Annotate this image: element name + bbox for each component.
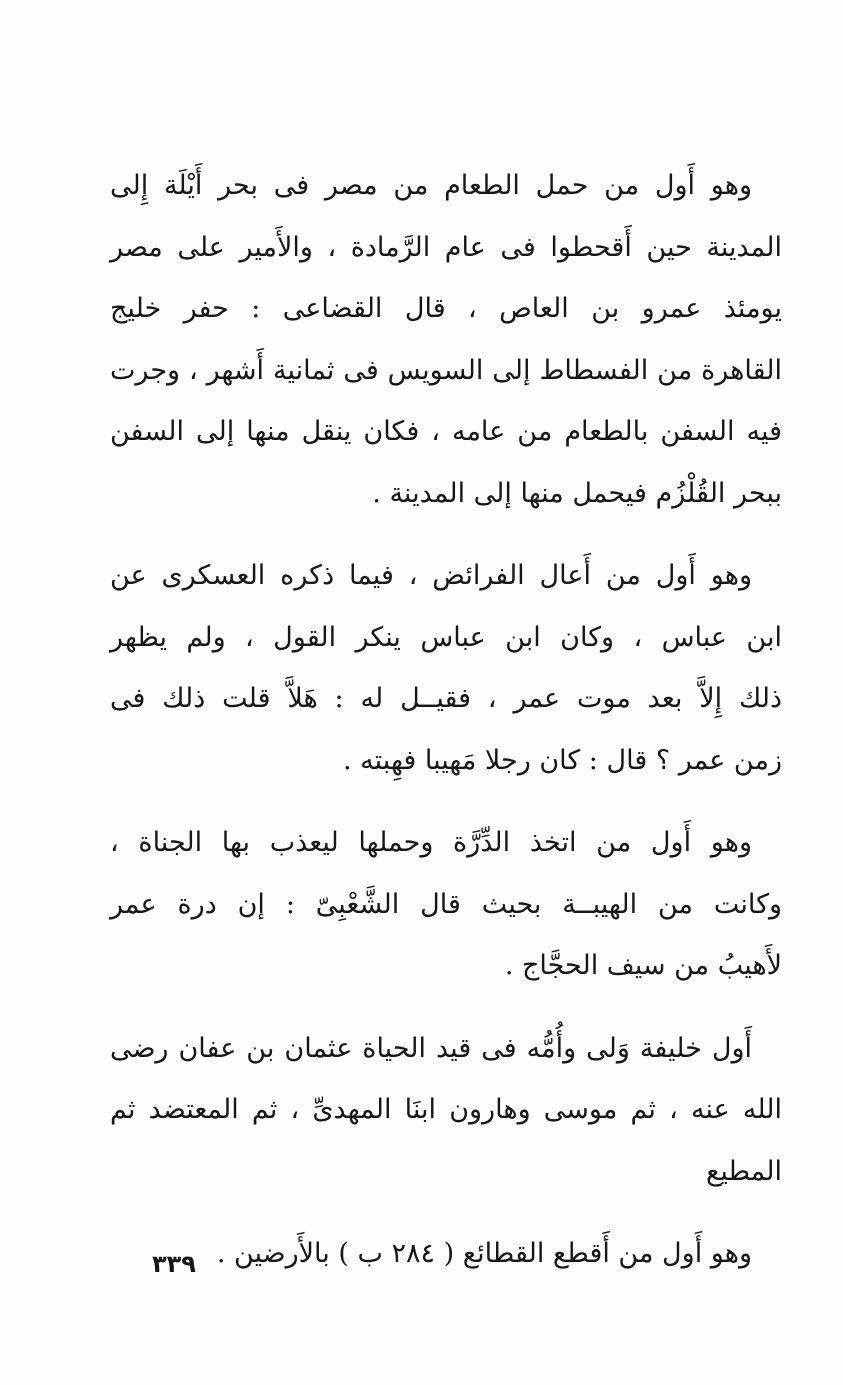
text-line: ذلك إِلاَّ بعد موت عمر ، فقيــل له : هَلاَّ قلت ذلك فى <box>110 683 782 714</box>
paragraph-2 <box>110 545 782 791</box>
text-line: الله عنه ، ثم موسى وهارون ابنَا المهدىِّ ، ثم المعتضد ثم <box>110 1094 782 1125</box>
text-line: القاهرة من الفسطاط إلى السويس فى ثمانية أَشهر ، وجرت <box>110 354 782 386</box>
text-line: وكانت من الهيبــة بحيث قال الشَّعْبِىّ : إن درة عمر <box>110 888 782 920</box>
text-line: المطيع <box>705 1155 782 1187</box>
text-line: المدينة حين أَقحطوا فى عام الرَّمادة ، والأَمير على مصر <box>110 231 782 263</box>
text-line: ببحر القُلْزُم فيحمل منها إلى المدينة . <box>372 477 782 509</box>
text-line: وهو أَول من اتخذ الدِّرَّة وحملها ليعذب بها الجناة ، <box>110 827 752 858</box>
text-line: يومئذ عمرو بن العاص ، قال القضاعى : حفر خليج <box>110 293 782 324</box>
paragraph-4 <box>110 1018 782 1203</box>
text-line: وهو أَول من أَعال الفرائض ، فيما ذكره العسكرى عن <box>110 560 752 591</box>
page-number: ٣٣٩ <box>152 1250 196 1278</box>
body-text <box>110 155 782 1306</box>
text-line: وهو أَول من أَقطع القطائع ( ٢٨٤ ب ) بالأَرضين . <box>216 1238 752 1269</box>
text-line: لأَهيبُ من سيف الحجَّاج . <box>504 950 782 981</box>
paragraph-1 <box>110 155 782 524</box>
paragraph-5 <box>110 1223 782 1285</box>
text-line: فيه السفن بالطعام من عامه ، فكان ينقل منها إلى السفن <box>110 416 782 447</box>
text-line: ابن عباس ، وكان ابن عباس ينكر القول ، ولم يظهر <box>110 621 782 653</box>
text-line: وهو أَول من حمل الطعام من مصر فى بحر أَيْلَة إِلى <box>110 170 752 201</box>
text-line: أَول خليفة وَلى وأُمُّه فى قيد الحياة عثمان بن عفان رضى <box>110 1032 752 1064</box>
paragraph-3 <box>110 812 782 997</box>
text-line: زمن عمر ؟ قال : كان رجلا مَهيبا فهِبته . <box>343 744 782 776</box>
